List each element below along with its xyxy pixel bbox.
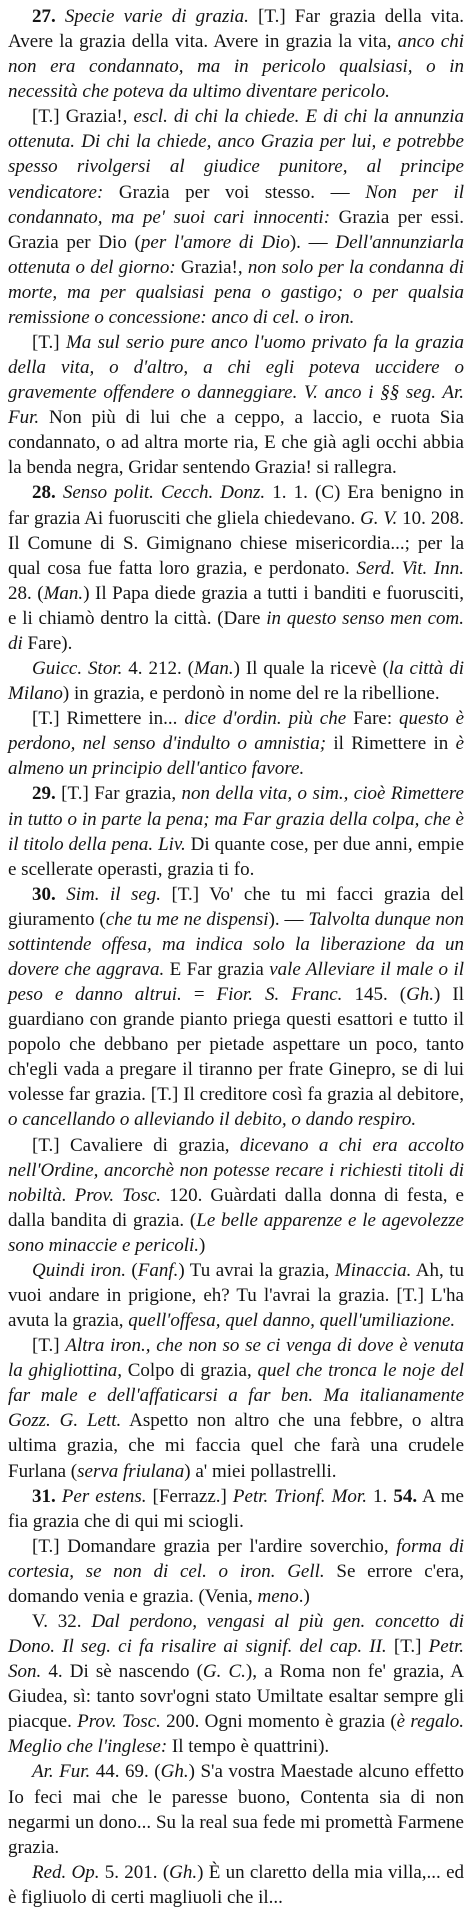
text-run: Gh. <box>406 984 435 1006</box>
text-run: 145. ( <box>342 984 407 1006</box>
text-run: ) Il quale la ricevè ( <box>233 658 389 680</box>
text-run: Red. Op. <box>32 1861 100 1883</box>
text-run: 120. Guàrdati dalla donna di festa, e dalla bandita di grazia. ( <box>8 1184 464 1231</box>
text-run: in questo senso men com. di <box>8 607 464 654</box>
text-run: Dell'annunziarla ottenuta o del giorno: <box>8 231 465 278</box>
text-run: Aspetto non altro che una febbre, o altra ultima grazia, che mi faccia quel che farà una crudele Furlana ( <box>8 1410 464 1482</box>
text-run: Fare: <box>346 708 400 730</box>
text-run: ( <box>125 1259 138 1281</box>
text-run: = <box>181 984 217 1006</box>
text-run: escl. di chi la chiede. E di chi la annunzia ottenuta. Di chi la chiede, anco Grazia per lui, e potrebbe spesso rivolgersi al giudice punitore, al principe vendicatore: <box>8 106 464 203</box>
text-run: Ah, tu vuoi andare in prigione, eh? Tu l'avrai la grazia. [T.] L'ha avuta la grazia, <box>8 1259 465 1332</box>
text-run: 29. <box>32 783 62 805</box>
text-run: ) S'a vostra Maestade alcuno effetto Io feci mai che le paresse buono, Contenta sia di non negarmi un dono... Su la real sua fede mi promettà Farmene grazia. <box>8 1761 464 1858</box>
entry-paragraph <box>8 1609 464 1759</box>
text-run: [T.] Vo' che tu mi facci grazia del giuramento ( <box>8 883 465 930</box>
text-run: che tu me ne dispensi <box>105 908 269 930</box>
text-run: V. 32. <box>32 1611 92 1632</box>
text-run: è almeno un principio dell'antico favore. <box>8 733 464 780</box>
entry-paragraph <box>8 330 464 480</box>
text-run: Il tempo è quattrini). <box>167 1736 330 1758</box>
text-run: [T.] Domandare grazia per l'ardire soverchio, <box>32 1535 397 1557</box>
text-run: Prov. Tosc. <box>77 1711 161 1733</box>
text-run: Grazia!, <box>175 256 248 278</box>
entry-paragraph <box>8 4 464 104</box>
text-run: Per estens. <box>61 1485 147 1507</box>
text-run: 4. 212. ( <box>122 658 195 680</box>
text-run: Petr. Trionf. Mor. <box>232 1485 367 1507</box>
text-run: [T.] Grazia!, <box>32 106 134 128</box>
text-run: .) <box>298 1585 310 1607</box>
entry-paragraph <box>8 104 464 330</box>
text-run: dice d'ordin. più che <box>184 708 347 730</box>
text-run: ). — <box>289 231 336 253</box>
text-run: 44. 69. ( <box>90 1761 161 1783</box>
text-run: Altra iron., che non so se ci venga di dove è venuta la ghigliottina, <box>8 1335 464 1382</box>
text-run: ), a Roma non fe' grazia, A Giudea, sì: tanto sovr'ogni stato Umiltate esaltar sempre gli piacque. <box>8 1661 464 1733</box>
text-run: Gh. <box>160 1761 189 1783</box>
text-run: 1. <box>366 1485 394 1507</box>
text-run: ) Il Papa diede grazia a tutti i banditi e fuorusciti, e li chiamò dentro la città. (Dare <box>8 582 464 629</box>
entry-paragraph <box>8 1759 464 1859</box>
entry-paragraph <box>8 1133 464 1258</box>
text-run: Man. <box>194 658 234 680</box>
text-run: G. C. <box>202 1661 246 1683</box>
text-run: Talvolta dunque non sottintende offesa, ma indica solo la liberazione da un dovere che aggrava. <box>8 908 465 980</box>
text-run: [T.] <box>386 1636 429 1658</box>
entry-paragraph <box>8 1484 464 1534</box>
text-run: Quindi iron. <box>32 1259 126 1281</box>
text-run: ) in grazia, e perdonò in nome del re la ribellione. <box>62 683 440 705</box>
entry-paragraph <box>8 656 464 706</box>
text-run: 54. <box>393 1485 418 1507</box>
text-run: Petr. Son. <box>8 1636 464 1683</box>
text-run: è regalo. Meglio che l'inglese: <box>8 1711 465 1758</box>
text-run: [T.] Cavaliere di grazia, <box>32 1134 240 1156</box>
text-run: Man. <box>43 582 84 604</box>
text-run: dicevano a chi era accolto nell'Ordine, ancorchè non potesse recare i richiesti titoli di nobiltà. Prov. Tosc. <box>8 1134 464 1206</box>
text-run: Minaccia. <box>334 1259 412 1281</box>
text-run: Guicc. Stor. <box>32 658 123 680</box>
entry-paragraph <box>8 1534 464 1609</box>
text-run: Colpo di grazia, <box>121 1360 258 1382</box>
text-run: ) Il guardiano con grande pianto priega questi esattori e tutto il popolo che debbano per pietade aspettare un poco, tanto ch'egli vada a pregare il tiranno per frate Ginepro, se di lui volesse far grazia. [T.] Il creditore così fa grazia al debitore, <box>8 984 464 1106</box>
text-run: 10. 208. Il Comune di S. Gimignano chiese misericordia...; per la qual cosa fue fatta loro grazia, e perdonato. <box>8 507 464 579</box>
text-run: Ar. Fur. <box>32 1761 91 1783</box>
text-run: 5. 201. ( <box>99 1861 170 1883</box>
text-run: E Far grazia <box>164 958 270 980</box>
entry-paragraph <box>8 781 464 881</box>
text-run: forma di cortesia, se non di cel. o iron. Gell. <box>8 1535 464 1582</box>
text-run: Le belle apparenze e le agevolezze sono minaccie e pericoli. <box>8 1209 464 1256</box>
text-run: meno <box>257 1585 299 1607</box>
text-run: serva friulana <box>77 1460 185 1482</box>
text-run: per l'amore di Dio <box>140 231 290 253</box>
text-run: Specie varie di grazia. <box>64 6 249 27</box>
text-run: il Rimettere in <box>326 733 456 755</box>
text-run: Fare). <box>22 632 73 654</box>
text-run: 28. ( <box>8 582 44 604</box>
text-run: ) a' miei pollastrelli. <box>184 1460 337 1482</box>
text-run: 1. 1. (C) Era benigno in far grazia Ai fuorusciti che gliela chiedevano. <box>8 482 464 529</box>
text-run: anco chi non era condannato, ma in pericolo qualsiasi, o in necessità che poteva da ultimo diventare pericolo. <box>8 31 464 103</box>
text-run: ) È un claretto della mia villa,... ed è figliuolo di certi magliuoli che il... <box>8 1861 465 1908</box>
text-run: Dal perdono, vengasi al più gen. concetto di Dono. Il seg. ci fa risalire ai signif. del cap. II. <box>8 1611 464 1658</box>
text-run: Serd. Vit. Inn. <box>356 557 464 579</box>
text-run: G. V. <box>360 507 398 529</box>
entry-paragraph <box>8 1333 464 1483</box>
text-run: quel che tronca le noje del far male e dell'affaticarsi a far ben. Ma italianamente Gozz. G. Lett. <box>8 1360 464 1432</box>
text-run: Grazia per essi. Grazia per Dio ( <box>8 206 464 253</box>
text-run: Fior. S. Franc. <box>216 984 343 1006</box>
text-run: 28. <box>32 482 63 504</box>
text-run: [T.] Far grazia, <box>61 783 182 805</box>
text-run: 4. Di sè nascendo ( <box>41 1661 203 1683</box>
entry-paragraph <box>8 480 464 656</box>
text-run: 200. Ogni momento è grazia ( <box>160 1711 397 1733</box>
text-run: vale Alleviare il male o il peso e danno altrui. <box>8 958 465 1006</box>
text-run: Gh. <box>169 1861 198 1883</box>
text-run: A me fia grazia che di qui mi sciogli. <box>8 1485 464 1532</box>
text-run: quell'offesa, quel danno, quell'umiliazione. <box>128 1310 456 1332</box>
text-run: non solo per la condanna di morte, ma per qualsiasi pena o gastigo; o per qualsia remissione o concessione: anco di cel. o iron. <box>8 256 464 328</box>
text-run: o cancellando o alleviando il debito, o dando respiro. <box>8 1109 417 1131</box>
text-run: ). — <box>268 908 309 930</box>
text-run: [T.] Rimettere in... <box>32 708 185 730</box>
text-run: Non per il condannato, ma pe' suoi cari innocenti: <box>8 181 464 228</box>
text-run: non della vita, o sim., cioè Rimettere in tutto o in parte la pena; ma Far grazia della colpa, che è il titolo della pena. Liv. <box>8 783 464 855</box>
text-run: 30. <box>32 883 67 905</box>
entry-paragraph <box>8 882 464 1133</box>
text-run: Sim. il seg. <box>66 883 162 905</box>
text-run: Se errore c'era, domando venia e grazia. (Venia, <box>8 1560 464 1607</box>
text-run: Fanf. <box>137 1259 179 1281</box>
text-run: 27. <box>32 6 65 27</box>
text-run: Non più di lui che a ceppo, a laccio, e ruota Sia condannato, o ad altra morte ria, E che già agli occhi abbia la benda negra, Gridar sentendo Grazia! si rallegra. <box>8 407 464 479</box>
text-run: questo è perdono, nel senso d'indulto o amnistia; <box>8 708 465 755</box>
text-run: Ma sul serio pure anco l'uomo privato fa la grazia della vita, o d'altro, a chi egli poteva uccidere o gravemente offendere o danneggiare. V. anco i §§ seg. Ar. Fur. <box>8 332 464 429</box>
text-run: [T.] <box>32 1335 66 1357</box>
text-run: ) Tu avrai la grazia, <box>178 1259 335 1281</box>
text-run: Grazia per voi stesso. — <box>103 181 366 203</box>
text-run: [T.] Far grazia della vita. Avere la grazia della vita. Avere in grazia la vita, <box>8 6 465 53</box>
entry-paragraph <box>8 706 464 781</box>
text-run: [T.] <box>32 332 66 354</box>
text-run: 31. <box>32 1485 62 1507</box>
entry-paragraph <box>8 1258 464 1333</box>
entry-paragraph <box>8 1860 464 1910</box>
text-run: Di quante cose, per due anni, empie e scellerate operasti, grazia ti fo. <box>8 833 465 880</box>
text-run: la città di Milano <box>8 658 464 705</box>
text-run: Senso polit. Cecch. Donz. <box>62 482 266 504</box>
text-run: ) <box>199 1234 206 1256</box>
text-run: [Ferrazz.] <box>146 1485 233 1507</box>
